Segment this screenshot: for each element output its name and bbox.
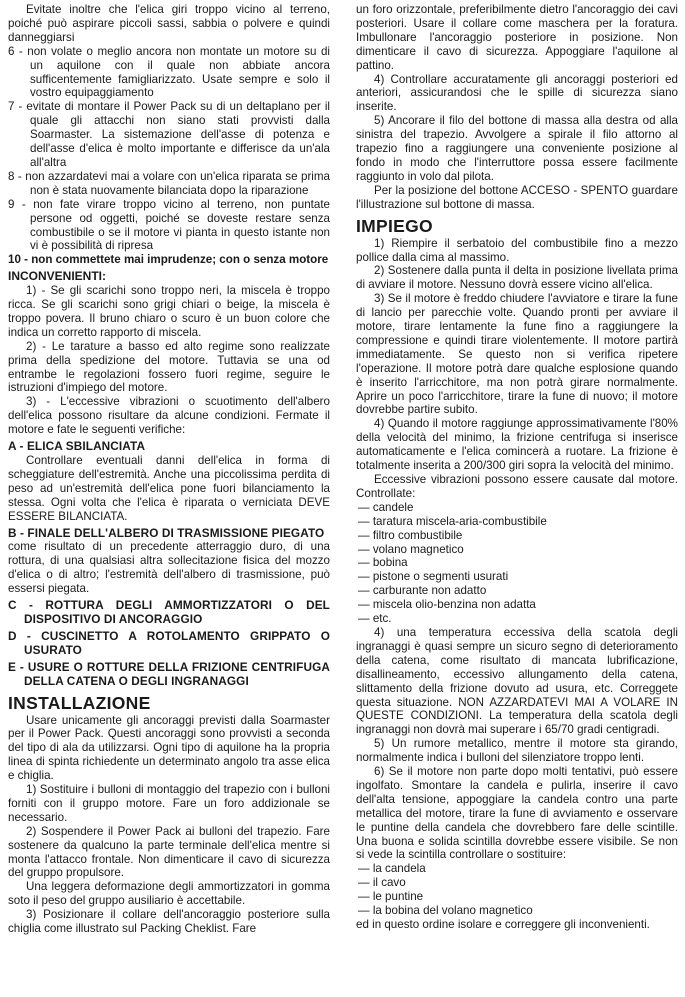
- paragraph: Usare unicamente gli ancoraggi previsti dalla Soarmaster per il Power Pack. Questi ancoraggi sono provvisti a seconda del tipo di ala da utilizzarsi. Ogni tipo di aquilone ha la propria linea di spinta richiedente un determinato angolo tra asse elica e chiglia.: [8, 713, 330, 783]
- heading-installazione: INSTALLAZIONE: [8, 692, 151, 713]
- rule-item-10: 10 - non commettete mai imprudenze; con o senza motore: [8, 253, 329, 267]
- paragraph: Controllare eventuali danni dell'elica in forma di scheggiature dell'estremità. Anche una piccolissima perdita di peso ad un'estremità dell'elica pone fuori bilanciamento la stessa. Ogni volta che l'elica è riparata o verniciata DEVE ESSERE BILANCIATA.: [8, 454, 330, 523]
- list-item: — etc.: [358, 612, 392, 626]
- paragraph: Evitate inoltre che l'elica giri troppo vicino al terreno, poiché può aspirare piccoli sassi, sabbia o polvere e quindi danneggiarsi: [8, 3, 330, 44]
- list-item: — carburante non adatto: [358, 584, 487, 598]
- list-item: — la candela: [358, 862, 426, 876]
- paragraph: Eccessive vibrazioni possono essere causate dal motore. Controllate:: [356, 473, 678, 500]
- list-item: — taratura miscela-aria-combustibile: [358, 514, 547, 528]
- paragraph: 1) - Se gli scarichi sono troppo neri, la miscela è troppo ricca. Se gli scarichi sono grigi chiari o beige, la miscela è troppo povera. Il bruno chiaro o scuro è un buon colore che indica un corretto rapporto di miscela.: [8, 284, 330, 339]
- paragraph: 2) - Le tarature a basso ed alto regime sono realizzate prima della spedizione del motore. Tuttavia se una od entrambe le regolazioni fossero fuori regime, seguire le istruzioni d'impiego del motore.: [8, 339, 330, 395]
- list-item: — pistone o segmenti usurati: [358, 570, 509, 584]
- paragraph: 2) Sostenere dalla punta il delta in posizione livellata prima di avviare il motore. Nessuno dovrà essere vicino all'elica.: [356, 264, 678, 292]
- rule-item-6: 6 - non volate o meglio ancora non montate un motore su di un aquilone con il quale non abbiate ancora sufficentemente famigliarizzato. Usate sempre e solo il vostro equipaggiamento: [8, 44, 330, 100]
- paragraph: 6) Se il motore non parte dopo molti tentativi, può essere ingolfato. Smontare la candela e pulirla, inserire il cavo dell'alta tensione, appoggiare la candela contro una parte metallica del motore, tirare la fune di avviamento e osservare le puntine della candela che dovrebbero fare delle scintille. Una buona e solida scintilla dovrebbe essere visibile. Se non si vede la scintilla controllare o sostituire:: [356, 765, 678, 862]
- paragraph: un foro orizzontale, preferibilmente dietro l'ancoraggio dei cavi posteriori. Usare il collare come maschera per la foratura. Imbullonare l'ancoraggio posteriore in posizione. Non dimenticare il cavo di sicurezza. Appoggiare l'aquilone al pattino.: [356, 3, 678, 72]
- list-item: — il cavo: [358, 876, 406, 890]
- paragraph: 3) - L'eccessive vibrazioni o scuotimento dell'albero dell'elica possono risultare da alcune condizioni. Fermate il motore e fate le seguenti verifiche:: [8, 395, 330, 437]
- check-list-spark: [356, 862, 678, 918]
- heading-inconvenienti: INCONVENIENTI:: [8, 269, 107, 284]
- paragraph: 5) Un rumore metallico, mentre il motore sta girando, normalmente indica i bulloni del silenziatore troppo lenti.: [356, 737, 678, 765]
- rule-item-9: 9 - non fate virare troppo vicino al terreno, non puntate persone od oggetti, poiché se doveste restare senza combustibile o se il motore vi pianta in questo istante non vi è possibilità di ripresa: [8, 197, 330, 253]
- section-heading-d: D - CUSCINETTO A ROTOLAMENTO GRIPPATO O USURATO: [8, 628, 330, 657]
- list-item: — le puntine: [358, 890, 424, 904]
- list-item: — volano magnetico: [358, 542, 464, 556]
- paragraph: ed in questo ordine isolare e correggere gli inconvenienti.: [356, 918, 650, 931]
- list-item: — miscela olio-benzina non adatta: [358, 598, 536, 612]
- heading-impiego: IMPIEGO: [356, 215, 433, 236]
- section-heading-a: A - ELICA SBILANCIATA: [8, 439, 146, 454]
- paragraph: 4) una temperatura eccessiva della scatola degli ingranaggi è quasi sempre un sicuro segno di deterioramento della catena, come risultato di mancata lubrificazione, disallineamento, eccessivo allungamento della catena, slittamento della frizione dovuto ad usura, etc. Correggete questa situazione. NON AZZARDATEVI MAI A VOLARE IN QUESTE CONDIZIONI. La temperatura della scatola degli ingranaggi non dovrà mai superare i 65/70 gradi centigradi.: [356, 625, 678, 737]
- list-item: — filtro combustibile: [358, 528, 463, 542]
- paragraph: Per la posizione del bottone ACCESO - SPENTO guardare l'illustrazione sul bottone di massa.: [356, 183, 678, 211]
- rule-item-8: 8 - non azzardatevi mai a volare con un'elica riparata se prima non è stata nuovamente bilanciata dopo la riparazione: [8, 169, 330, 197]
- paragraph: 3) Se il motore è freddo chiudere l'avviatore e tirare la fune di lancio per parecchie volte. Quando pronti per avviare il motore, tirare lentamente la fune fino a raggiungere la compressione e quindi tirare violentemente. Il motore partirà immediatamente. Se questo non si verifica ripetere l'operazione. Il motore potrà dare qualche esplosione quando è inserito l'arricchitore, ma non potrà girare normalmente. Aprire un poco l'arricchitore, tirare la fune di nuovo; il motore dovrebbe partire subito.: [356, 292, 678, 417]
- check-list-vibrations: [356, 501, 678, 626]
- paragraph: 1) Riempire il serbatoio del combustibile fino a mezzo pollice dalla cima al massimo.: [356, 236, 678, 264]
- left-column: [8, 3, 330, 936]
- paragraph: 3) Posizionare il collare dell'ancoraggio posteriore sulla chiglia come illustrato sul Packing Cheklist. Fare: [8, 908, 330, 936]
- paragraph: 5) Ancorare il filo del bottone di massa alla destra od alla sinistra del trapezio. Avvolgere a spirale il filo attorno al trapezio fino a raggiungere una conveniente posizione al fondo in modo che l'interruttore possa essere facilmente raggiunto in volo dal pilota.: [356, 114, 678, 183]
- section-heading-b: B - FINALE DELL'ALBERO DI TRASMISSIONE PIEGATO: [8, 525, 325, 540]
- paragraph: 2) Sospendere il Power Pack ai bulloni del trapezio. Fare sostenere da qualcuno la parte terminale dell'elica mentre si monta l'attacco frontale. Non dimenticare il cavo di sicurezza del gruppo propulsore.: [8, 824, 330, 880]
- paragraph: 4) Quando il motore raggiunge approssimativamente l'80% della velocità del minimo, la frizione centrifuga si inserisce automaticamente e l'elica comincerà a ruotare. La frizione è totalmente inserita a 200/300 giri sopra la velocità del minimo.: [356, 417, 678, 473]
- section-heading-c: C - ROTTURA DEGLI AMMORTIZZATORI O DEL DISPOSITIVO DI ANCORAGGIO: [8, 598, 330, 626]
- paragraph: Una leggera deformazione degli ammortizzatori in gomma soto il peso del gruppo ausiliario è accettabile.: [8, 880, 330, 908]
- right-column: [356, 3, 678, 932]
- section-heading-e: E - USURE O ROTTURE DELLA FRIZIONE CENTRIFUGA DELLA CATENA O DEGLI INGRANAGGI: [8, 659, 330, 688]
- rule-item-7: 7 - evitate di montare il Power Pack su di un deltaplano per il quale gli attacchi non siano stati provvisti dalla Soarmaster. La sistemazione dell'asse di potenza e dell'asse d'elica è molto importante e differisce da un'ala all'altra: [8, 100, 330, 169]
- paragraph: come risultato di un precedente atterraggio duro, di una rottura, di una qualsiasi altra sollecitazione fisica del mozzo d'elica o di altro; l'estremità dell'albero di trasmissione, può essersi piegata.: [8, 540, 330, 596]
- paragraph: 4) Controllare accuratamente gli ancoraggi posteriori ed anteriori, assicurandosi che le spille di sicurezza siano inserite.: [356, 72, 678, 114]
- list-item: — candele: [358, 500, 414, 514]
- paragraph: 1) Sostituire i bulloni di montaggio del trapezio con i bulloni forniti con il gruppo motore. Fare un foro addizionale se necessario.: [8, 783, 330, 824]
- list-item: — bobina: [358, 556, 408, 570]
- list-item: — la bobina del volano magnetico: [358, 904, 533, 918]
